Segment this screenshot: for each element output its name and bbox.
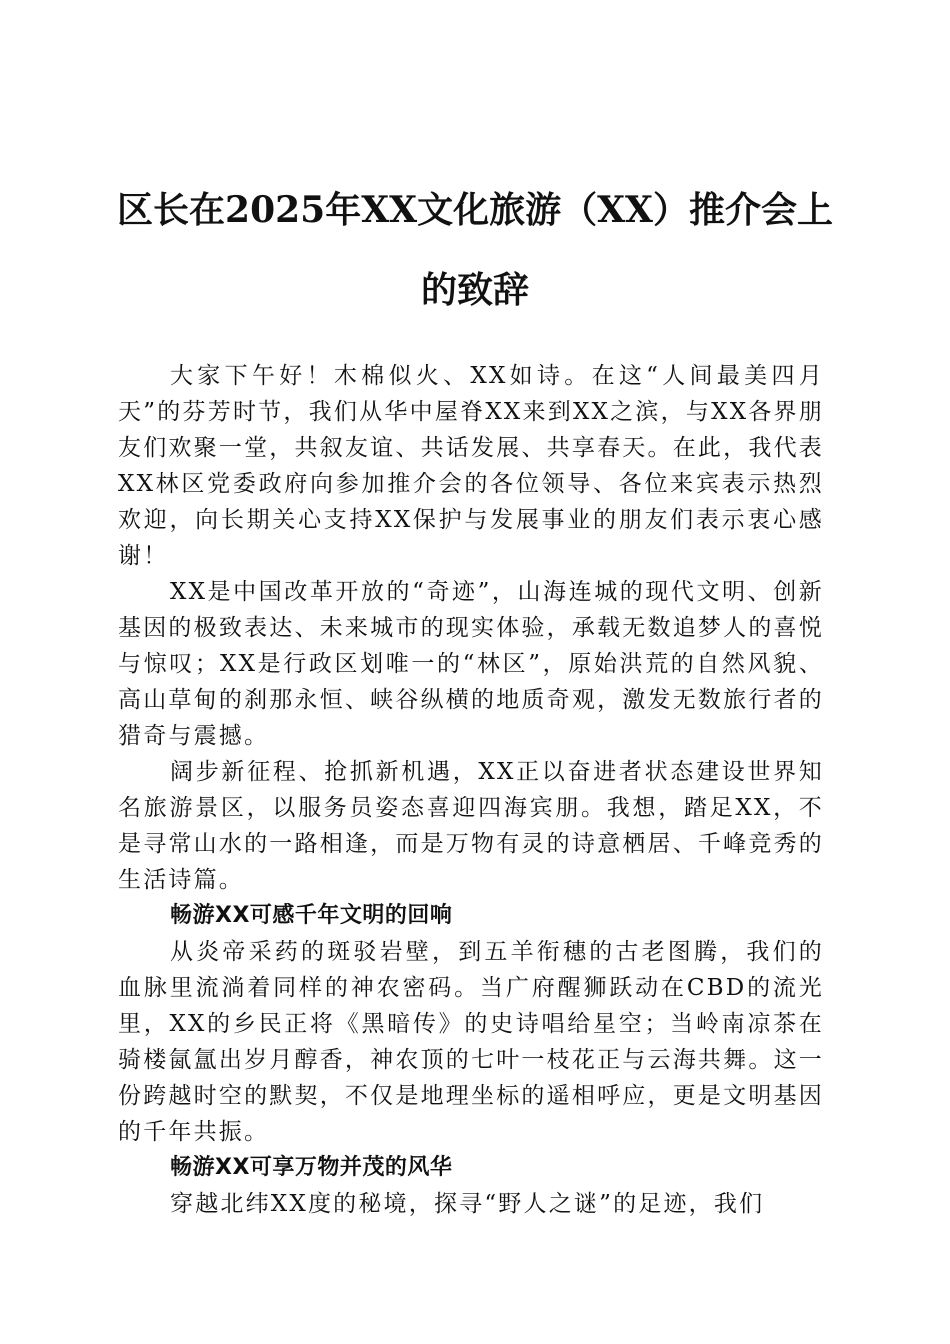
paragraph-introduction: XX是中国改革开放的“奇迹”，山海连城的现代文明、创新基因的极致表达、未来城市的现实体验，承载无数追梦人的喜悦与惊叹；XX是行政区划唯一的“林区”，原始洪荒的自然风貌、高山草甸的刹那永恒、峡谷纵横的地质奇观，激发无数旅行者的猎奇与震撼。 xyxy=(118,579,824,749)
section-heading-nature: 畅游XX可享万物并茂的风华 xyxy=(170,1155,453,1180)
section-heading-civilization: 畅游XX可感千年文明的回响 xyxy=(170,903,453,928)
paragraph-civilization: 从炎帝采药的斑驳岩壁，到五羊衔穗的古老图腾，我们的血脉里流淌着同样的神农密码。当广府醒狮跃动在CBD的流光里，XX的乡民正将《黑暗传》的史诗唱给星空；当岭南凉茶在骑楼氤氲出岁月醇香，神农顶的七叶一枝花正与云海共舞。这一份跨越时空的默契，不仅是地理坐标的遥相呼应，更是文明基因的千年共振。 xyxy=(118,939,824,1145)
paragraph-new-journey: 阔步新征程、抢抓新机遇，XX正以奋进者状态建设世界知名旅游景区，以服务员姿态喜迎四海宾朋。我想，踏足XX，不是寻常山水的一路相逢，而是万物有灵的诗意栖居、千峰竞秀的生活诗篇。 xyxy=(118,759,824,893)
document-title xyxy=(110,170,840,330)
document-body xyxy=(118,358,824,1222)
paragraph-nature: 穿越北纬XX度的秘境，探寻“野人之谜”的足迹，我们 xyxy=(170,1191,765,1217)
title-line-1: 区长在2025年XX文化旅游（XX）推介会上 xyxy=(117,189,833,231)
title-line-2: 的致辞 xyxy=(420,269,529,311)
paragraph-greeting: 大家下午好！木棉似火、XX如诗。在这“人间最美四月天”的芬芳时节，我们从华中屋脊XX来到XX之滨，与XX各界朋友们欢聚一堂，共叙友谊、共话发展、共享春天。在此，我代表XX林区党委政府向参加推介会的各位领导、各位来宾表示热烈欢迎，向长期关心支持XX保护与发展事业的朋友们表示衷心感谢！ xyxy=(118,363,824,569)
